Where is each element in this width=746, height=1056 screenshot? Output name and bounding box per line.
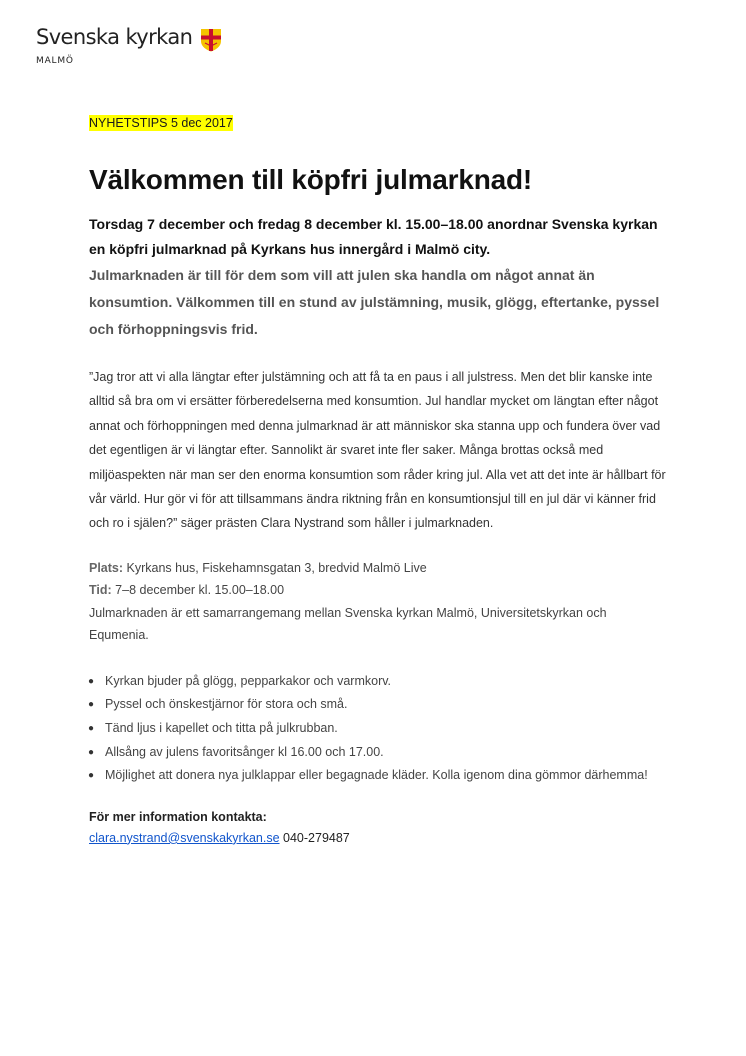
quote-paragraph: ”Jag tror att vi alla längtar efter julstämning och att få ta en paus i all julstress. Men det blir kanske inte alltid så bra om vi ersätter förberedelserna med konsumtion. Jul handlar mycket om längtan efter något annat och förhoppningen med denna julmarknad är att människor ska stanna upp och fundera över vad det egentligen är vi längtar efter. Sannolikt är svaret inte fler saker. Många brottas också med miljöaspekten när man ser den enorma konsumtion som råder kring jul. Alla vet att det inte är hållbart för vår värld. Hur gör vi för att tillsammans ändra riktning från en konsumtionsjul till en jul där vi känner frid och ro i själen?” säger prästen Clara Nystrand som håller i julmarknaden.	[89, 370, 666, 531]
list-item: ● Kyrkan bjuder på glögg, pepparkakor och varmkorv.	[89, 670, 669, 694]
bullet-icon: ●	[88, 723, 95, 735]
logo-subtitle: MALMÖ	[36, 56, 74, 66]
contact-line	[89, 831, 669, 845]
event-info	[89, 557, 669, 647]
list-item: ● Möjlighet att donera nya julklappar eller begagnade kläder. Kolla igenom dina gömmor därhemma!	[89, 764, 669, 788]
logo-text: Svenska kyrkan	[36, 25, 193, 49]
time-value: 7–8 december kl. 15.00–18.00	[115, 583, 285, 598]
bullet-icon: ●	[88, 675, 95, 687]
list-item: ● Allsång av julens favoritsånger kl 16.00 och 17.00.	[89, 741, 669, 765]
email-link[interactable]: clara.nystrand@svenskakyrkan.se	[89, 830, 280, 845]
lead-paragraph: Torsdag 7 december och fredag 8 december kl. 15.00–18.00 anordnar Svenska kyrkan en köpfri julmarknad på Kyrkans hus innergård i Malmö city.	[89, 216, 658, 257]
list-item: ● Pyssel och önskestjärnor för stora och små.	[89, 693, 669, 717]
time-label: Tid:	[89, 583, 112, 598]
phone-number: 040-279487	[279, 830, 350, 845]
place-row	[89, 557, 669, 580]
time-row	[89, 579, 669, 602]
activity-list	[89, 670, 669, 788]
list-item: ● Tänd ljus i kapellet och titta på julkrubban.	[89, 717, 669, 741]
news-tag: NYHETSTIPS 5 dec 2017	[89, 116, 233, 130]
place-label: Plats:	[89, 560, 124, 575]
press-release	[89, 114, 669, 845]
bullet-icon: ●	[88, 770, 95, 782]
bullet-icon: ●	[88, 699, 95, 711]
bullet-icon: ●	[88, 746, 95, 758]
contact-heading: För mer information kontakta:	[89, 809, 267, 824]
organizer-note: Julmarknaden är ett samarrangemang mellan Svenska kyrkan Malmö, Universitetskyrkan och Equmenia.	[89, 605, 607, 643]
place-value: Kyrkans hus, Fiskehamnsgatan 3, bredvid Malmö Live	[126, 560, 427, 575]
page-title: Välkommen till köpfri julmarknad!	[89, 164, 533, 195]
logo	[36, 27, 222, 52]
intro-paragraph: Julmarknaden är till för dem som vill att julen ska handla om något annat än konsumtion. Välkommen till en stund av julstämning, musik, glögg, eftertanke, pyssel och förhoppningsvis frid.	[89, 267, 660, 337]
church-cross-icon	[200, 28, 222, 52]
